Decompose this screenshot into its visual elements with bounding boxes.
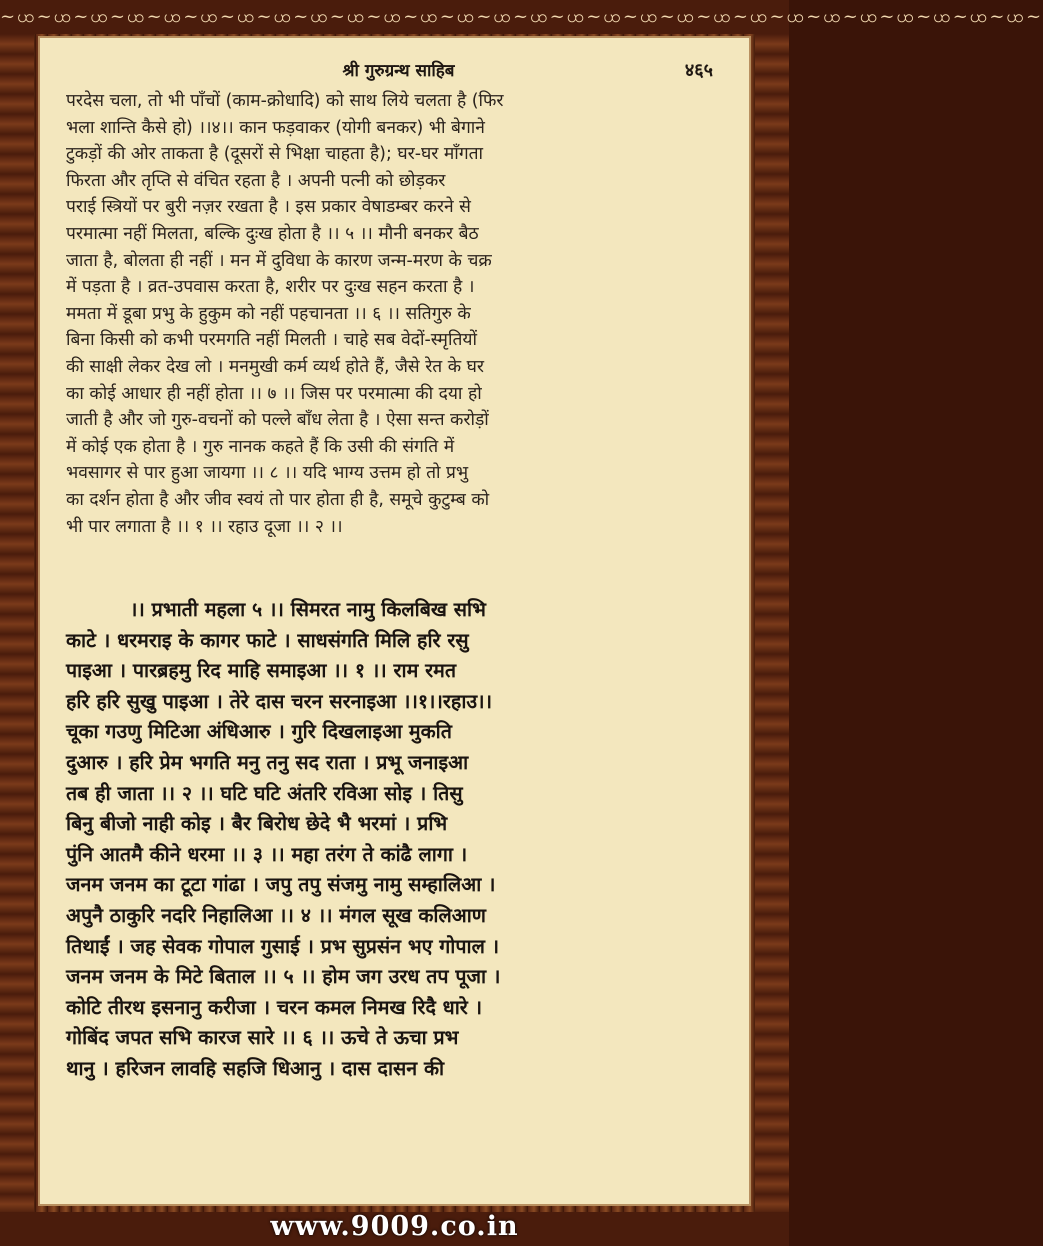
text-line: का कोई आधार ही नहीं होता ।। ७ ।। जिस पर परमात्मा की दया हो [66,383,482,404]
hindi-translation-block [66,88,731,540]
text-line: चूका गउणु मिटिआ अंधिआरु । गुरि दिखलाइआ मुकति [66,720,452,744]
text-line: हरि हरि सुखु पाइआ । तेरे दास चरन सरनाइआ ।।१।।रहाउ।। [66,689,492,713]
scripture-page [38,36,751,1206]
text-line: जाती है और जो गुरु-वचनों को पल्ले बाँध लेता है । ऐसा सन्त करोड़ों [66,410,489,431]
text-line: अपुनै ठाकुरि नदरि निहालिआ ।। ४ ।। मंगल सूख कलिआण [66,904,486,928]
text-line: की साक्षी लेकर देख लो । मनमुखी कर्म व्यर्थ होते हैं, जैसे रेत के घर [66,356,485,377]
right-border-ornament [755,34,789,1212]
text-line: में कोई एक होता है । गुरु नानक कहते हैं कि उसी की संगति में [66,436,455,457]
text-line: में पड़ता है । व्रत-उपवास करता है, शरीर पर दुःख सहन करता है । [66,277,475,298]
text-line: बिना किसी को कभी परमगति नहीं मिलती । चाहे सब वेदों-स्मृतियों [66,330,477,351]
text-line: परमात्मा नहीं मिलता, बल्कि दुःख होता है ।। ५ ।। मौनी बनकर बैठ [66,223,479,244]
text-line: जनम जनम का टूटा गांढा । जपु तपु संजमु नामु सम्हालिआ । [66,873,496,897]
page-title: श्री गुरुग्रन्थ साहिब [342,61,455,81]
text-line: भी पार लगाता है ।। १ ।। रहाउ दूजा ।। २ ।। [66,516,343,537]
text-line: काटे । धरमराइ के कागर फाटे । साधसंगति मिलि हरि रसु [66,628,469,652]
text-line: टुकड़ों की ओर ताकता है (दूसरों से भिक्षा चाहता है); घर-घर माँगता [66,144,484,165]
text-line: जाता है, बोलता ही नहीं । मन में दुविधा के कारण जन्म-मरण के चक्र [66,250,492,271]
text-line: भला शान्ति कैसे हो) ।।४।। कान फड़वाकर (योगी बनकर) भी बेगाने [66,117,485,138]
left-border-ornament [0,34,34,1212]
page-header [66,54,731,88]
text-line: परदेस चला, तो भी पाँचों (काम-क्रोधादि) को साथ लिये चलता है (फिर [66,91,504,111]
text-line: तब ही जाता ।। २ ।। घटि घटि अंतरि रविआ सोइ । तिसु [66,781,463,805]
text-line: जनम जनम के मिटे बिताल ।। ५ ।। होम जग उरध तप पूजा । [66,965,501,989]
text-line: पराई स्त्रियों पर बुरी नज़र रखता है । इस प्रकार वेषाडम्बर करने से [66,197,471,218]
text-line: कोटि तीरथ इसनानु करीजा । चरन कमल निमख रिदै धारे । [66,995,483,1019]
text-line: भवसागर से पार हुआ जायगा ।। ८ ।। यदि भाग्य उत्तम हो तो प्रभु [66,463,469,484]
text-line: थानु । हरिजन लावहि सहजि धिआनु । दास दासन की [66,1057,445,1080]
section-gap [66,540,731,595]
text-line: बिनु बीजो नाही कोइ । बैर बिरोध छेदे भै भरमां । प्रभि [66,812,448,836]
text-line: फिरता और तृप्ति से वंचित रहता है । अपनी पत्नी को छोड़कर [66,170,446,191]
page-number: ४६५ [684,60,713,81]
text-line: तिथाईं । जह सेवक गोपाल गुसाई । प्रभ सुप्रसंन भए गोपाल । [66,934,500,958]
gurbani-verse-block [66,595,731,1085]
text-line: गोबिंद जपत सभि कारज सारे ।। ६ ।। ऊचे ते ऊचा प्रभ [66,1026,459,1050]
text-line: का दर्शन होता है और जीव स्वयं तो पार होता ही है, समूचे कुटुम्ब को [66,489,490,510]
text-line: ममता में डूबा प्रभु के हुकुम को नहीं पहचानता ।। ६ ।। सतिगुरु के [66,303,471,324]
text-line: पाइआ । पारब्रहमु रिद माहि समाइआ ।। १ ।। राम रमत [66,659,457,683]
text-line: पुंनि आतमै कीने धरमा ।। ३ ।। महा तरंग ते कांढै लागा । [66,842,468,866]
top-border-ornament: ~ꩤ~ꩤ~ꩤ~ꩤ~ꩤ~ꩤ~ꩤ~ꩤ~ꩤ~ꩤ~ꩤ~ꩤ~ꩤ~ꩤ~ꩤ~ꩤ~ꩤ~ꩤ~ꩤ~ꩤ~ꩤ~ꩤ~ꩤ~ꩤ~ꩤ~ꩤ~ꩤ~ꩤ~ [0,0,789,34]
website-watermark: www.9009.co.in [270,1211,519,1242]
text-line: दुआरु । हरि प्रेम भगति मनु तनु सद राता । प्रभू जनाइआ [66,751,469,775]
text-line: ।। प्रभाती महला ५ ।। सिमरत नामु किलबिख सभि [130,598,486,622]
